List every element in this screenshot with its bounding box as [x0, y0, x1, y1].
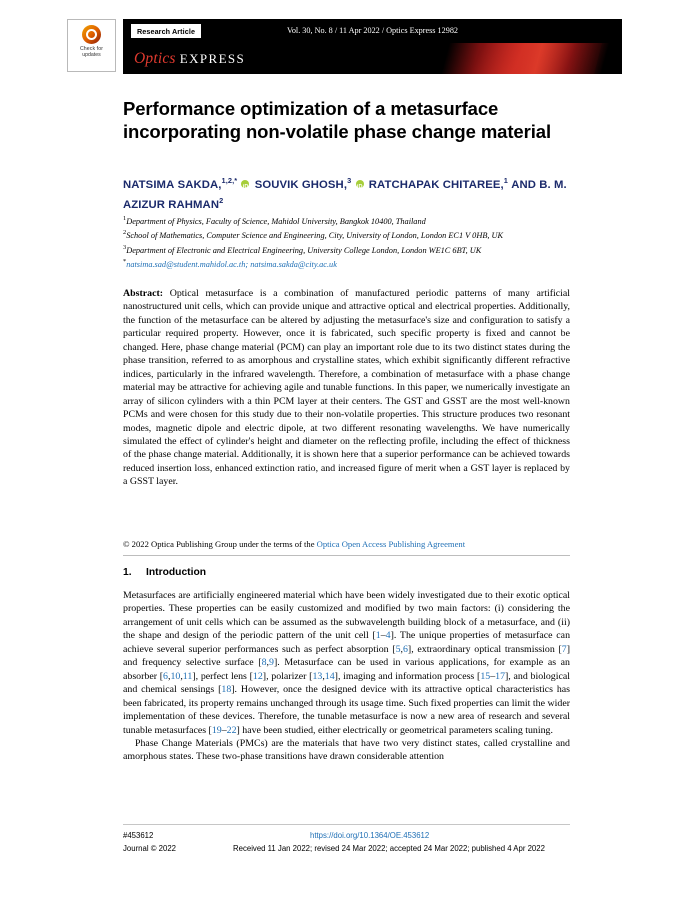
doi-link[interactable] [310, 831, 429, 840]
page-title: Performance optimization of a metasurface incorporating non-volatile phase change material [123, 98, 551, 142]
orcid-icon[interactable] [241, 180, 249, 188]
author-list: NATSIMA SAKDA,$^{1,2,*}$ iD SOUVIK GHOSH,$^3$ iD RATCHAPAK CHITAREE,$^1$ AND B. M. AZIZUR RAHMAN$^2$ [123, 173, 569, 214]
section-body [123, 589, 570, 764]
section-heading [123, 567, 206, 578]
abstract [123, 287, 570, 489]
journal-logo-optics: Optics [134, 50, 176, 67]
license-link[interactable]: Optica Open Access Publishing Agreement [316, 539, 466, 549]
journal-copyright: Journal © 2022 [123, 844, 176, 853]
crossmark-icon [82, 25, 101, 44]
affiliation-item: $^1$Department of Physics, Faculty of Science, Mahidol University, Bangkok 10400, Thailand [123, 215, 426, 226]
affiliations [123, 213, 573, 270]
header-top-bar [123, 19, 622, 43]
license-prefix: © 2022 Optica Publishing Group under the terms of the [123, 539, 317, 549]
crossmark-line2: updates [82, 52, 101, 58]
page-header [67, 19, 622, 74]
section-title: Introduction [146, 567, 207, 578]
journal-logo [134, 50, 245, 68]
abstract-label: Abstract: [123, 288, 164, 299]
journal-logo-express: EXPRESS [179, 51, 246, 66]
brand-swoosh-highlight [393, 43, 604, 74]
orcid-icon[interactable] [356, 180, 364, 188]
affiliation-item: $^3$Department of Electronic and Electrical Engineering, University College London, London WE1C 6BT, UK [123, 243, 482, 255]
doi-anchor[interactable]: https://doi.org/10.1364/OE.453612 [310, 831, 430, 840]
journal-citation: Vol. 30, No. 8 / 11 Apr 2022 / Optics Express 12982 [286, 26, 459, 35]
crossmark-line1: Check for [79, 46, 104, 52]
publication-history: Received 11 Jan 2022; revised 24 Mar 2022; accepted 24 Mar 2022; published 4 Apr 2022 [233, 844, 545, 853]
license-statement [123, 539, 573, 549]
section-number: 1. [123, 567, 132, 578]
paragraph: Phase Change Materials (PMCs) are the materials that have two very distinct states, called crystalline and amorphous states. These two-phase transitions have drawn considerable attention [123, 737, 570, 763]
crossmark-badge[interactable] [67, 19, 116, 72]
paragraph: Metasurfaces are artificially engineered material which have been widely investigated due to their exotic optical properties. These properties can be easily customized and modified by two main factors: (i) considering the arrangement of unit cells which can be assumed as the subwavelength building block of a metasurface, and (ii) the shape and design of the periodic pattern of the unit cell [1–4]. The unique properties of metasurface can achieve several superior performances such as perfect absorption [5,6], extraordinary optical transmission [7] and frequency selective surface [8,9]. Metasurface can be used in various applications, for example as an absorber [6,10,11], perfect lens [12], polarizer [13,14], imaging and information process [15–17], and biological and chemical sensings [18]. However, once the designed device with its attractive optical characteristics has been fabricated, its property remains unchanged through its usage time. Such fixed properties can limit the wider implementation of these devices. Therefore, the tunable metasurface is now a new area of research and several tunable metasurfaces [19–22] have been studied, either electrically or geometrical parameters scaling tuning. [123, 590, 571, 736]
footer-divider [123, 824, 570, 825]
header-brand-bar [123, 43, 622, 74]
section-divider [123, 555, 570, 556]
abstract-text: Optical metasurface is a combination of manufactured periodic patterns of many artificial nanostructured unit cells, which can provide unique and attractive optical and electrical properties. Additionally, the function of the metasurface can be altered by adjusting the metasurface's size and configuration to satisfy a particular required property. However, once it is fabricated, such specific property is fixed and cannot be changed. Here, phase change material (PCM) can play an important role due to its two distinct states during the phase transition, referred to as amorphous and crystalline states, which exhibit significantly different refractive indices, particularly in the infrared wavelength. Therefore, a combination of metasurface with a phase change material may be attractive for achieving agile and tunable functions. In this paper, we numerically investigate an array of silicon cylinders with a thin PCM layer at their centers. The GST and GSST are the most well-known PCMs and were chosen for this study due to their non-volatile properties. This structure produces two resonant modes, magnetic dipole and electric dipole, at two different resonating wavelengths. We have numerically simulated the effect of cylinder's height and diameter on the reflecting profile, including the effect of thickness of the phase change material. Additionally, it is shown here that a superior performance can be achieved towards reduced insertion loss, enhanced extinction ratio, and increased figure of merit when a GST layer is replaced by a GSST layer. [123, 288, 570, 488]
manuscript-id: #453612 [123, 831, 154, 840]
corresponding-email[interactable]: *natsima.sad@student.mahidol.ac.th; natsima.sakda@city.ac.uk [123, 258, 337, 269]
affiliation-item: $^2$School of Mathematics, Computer Science and Engineering, City, University of London, London EC1 V 0HB, UK [123, 229, 504, 241]
article-type-badge: Research Article [131, 24, 201, 38]
